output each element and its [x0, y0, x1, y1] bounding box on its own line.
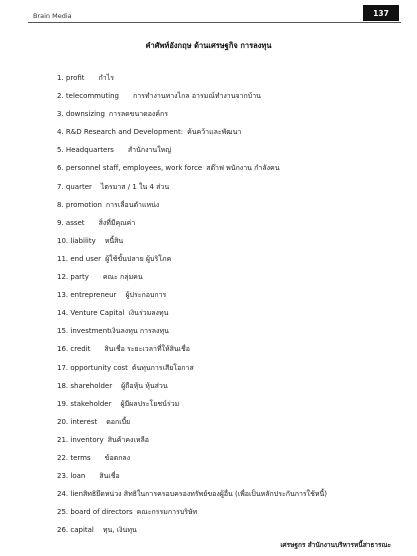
term-number: 26.	[57, 526, 69, 535]
term-number: 6.	[57, 164, 64, 173]
term-thai: กำไร	[98, 74, 114, 82]
term-english: investment	[70, 327, 110, 336]
term-number: 25.	[57, 508, 69, 517]
term-thai: สินค้าคงเหลือ	[107, 435, 149, 444]
term-number: 20.	[57, 417, 69, 426]
term-number: 15.	[57, 327, 69, 336]
term-number: 1.	[57, 74, 64, 82]
term-english: shareholder	[70, 381, 113, 390]
term-thai: สินเชื่อ	[99, 472, 120, 481]
term-item	[57, 268, 327, 286]
term-english: lien	[70, 490, 84, 499]
term-item	[57, 340, 327, 358]
term-thai: คณะ กลุ่มคน	[102, 273, 143, 282]
term-item	[57, 467, 327, 485]
term-thai: ค้นคว้าและพัฒนา	[187, 128, 242, 137]
term-thai: ผู้ประกอบการ	[125, 291, 167, 300]
term-number: 18.	[57, 381, 69, 390]
term-thai: สิ่งที่มีคุณค่า	[98, 218, 136, 227]
term-english: terms	[70, 453, 91, 462]
term-item	[57, 123, 327, 141]
term-number: 14.	[57, 309, 69, 318]
term-number: 10.	[57, 236, 69, 245]
term-number: 21.	[57, 435, 69, 444]
term-number: 11.	[57, 254, 69, 263]
term-english: profit	[65, 74, 85, 82]
term-english: promotion	[65, 200, 102, 209]
term-item	[57, 250, 327, 268]
term-thai: สำนักงานใหญ่	[127, 146, 172, 155]
term-thai: สิทธิยึดหน่วง สิทธิในการครอบครองทรัพย์ของผู้อื่น (เพื่อเป็นหลักประกันการใช้หนี้)	[83, 490, 327, 499]
term-list	[57, 69, 327, 539]
term-english: asset	[65, 218, 85, 227]
term-number: 19.	[57, 399, 69, 408]
term-item	[57, 413, 327, 431]
footer-text: เศรษฐกร สำนักงานบริหารหนี้สาธารณะ	[280, 541, 391, 549]
term-number: 5.	[57, 146, 64, 155]
term-number: 16.	[57, 345, 69, 354]
term-item	[57, 503, 327, 521]
term-english: Headquarters	[65, 146, 114, 155]
publisher-name: Brain Media	[33, 12, 72, 20]
term-item	[57, 286, 327, 304]
term-item	[57, 377, 327, 395]
term-english: loan	[70, 472, 86, 481]
term-item	[57, 395, 327, 413]
term-item	[57, 87, 327, 105]
term-english: telecommuting	[65, 92, 119, 101]
term-thai: หนี้สิน	[104, 236, 124, 245]
term-number: 12.	[57, 273, 69, 282]
term-english: R&D Research and Development:	[65, 128, 184, 137]
term-english: interest	[70, 417, 98, 426]
term-number: 23.	[57, 472, 69, 481]
term-number: 13.	[57, 291, 69, 300]
term-number: 3.	[57, 110, 64, 119]
term-thai: เงินลงทุน การลงทุน	[109, 327, 169, 336]
term-item	[57, 69, 327, 87]
term-number: 22.	[57, 453, 69, 462]
term-item	[57, 232, 327, 250]
term-item	[57, 485, 327, 503]
term-number: 2.	[57, 92, 64, 101]
term-thai: สต๊าฟ พนักงาน กำลังคน	[206, 164, 280, 173]
page-number-badge: 137	[363, 5, 399, 21]
term-thai: การเลื่อนตำแหน่ง	[105, 200, 160, 209]
term-thai: คณะกรรมการบริษัท	[136, 508, 198, 517]
term-item	[57, 322, 327, 340]
term-thai: ผู้ถือหุ้น หุ้นส่วน	[121, 381, 168, 390]
term-thai: การลดขนาดองค์กร	[108, 110, 169, 119]
term-thai: ผู้ใช้ขั้นปลาย ผู้บริโภค	[105, 254, 172, 263]
term-english: personnel staff, employees, work force	[65, 164, 203, 173]
term-number: 4.	[57, 128, 64, 137]
term-item	[57, 214, 327, 232]
term-number: 24.	[57, 490, 69, 499]
term-item	[57, 304, 327, 322]
term-thai: ทุน, เงินทุน	[102, 526, 137, 535]
term-item	[57, 159, 327, 177]
term-english: capital	[70, 526, 94, 535]
term-english: entrepreneur	[70, 291, 117, 300]
term-number: 9.	[57, 218, 64, 227]
term-thai: สินเชื่อ ระยะเวลาที่ให้สินเชื่อ	[104, 345, 190, 354]
term-english: board of directors	[70, 508, 133, 517]
term-thai: ข้อตกลง	[104, 453, 131, 462]
term-english: stakeholder	[70, 399, 112, 408]
term-english: opportunity cost	[70, 363, 128, 372]
page-title: คำศัพท์อังกฤษ ด้านเศรษฐกิจ การลงทุน	[145, 41, 272, 50]
term-item	[57, 449, 327, 467]
term-number: 8.	[57, 200, 64, 209]
term-item	[57, 178, 327, 196]
term-item	[57, 521, 327, 539]
term-thai: ผู้มีผลประโยชน์ร่วม	[120, 399, 180, 408]
term-english: credit	[70, 345, 91, 354]
term-english: downsizing	[65, 110, 105, 119]
term-english: Venture Capital	[70, 309, 125, 318]
term-thai: เงินร่วมลงทุน	[128, 309, 169, 318]
term-thai: ไตรมาส / 1 ใน 4 ส่วน	[100, 182, 170, 191]
term-item	[57, 196, 327, 214]
term-item	[57, 359, 327, 377]
term-number: 7.	[57, 182, 64, 191]
term-thai: ต้นทุนการเสียโอกาส	[131, 363, 194, 372]
header-rule	[28, 22, 401, 23]
term-item	[57, 141, 327, 159]
term-english: party	[70, 273, 89, 282]
term-thai: การทำงานทางไกล อารมณ์ทำงานจากบ้าน	[133, 92, 261, 101]
term-item	[57, 431, 327, 449]
term-english: quarter	[65, 182, 92, 191]
term-item	[57, 105, 327, 123]
term-thai: ดอกเบี้ย	[106, 417, 131, 426]
term-english: liability	[70, 236, 96, 245]
term-english: end user	[70, 254, 102, 263]
term-english: inventory	[70, 435, 104, 444]
term-number: 17.	[57, 363, 69, 372]
